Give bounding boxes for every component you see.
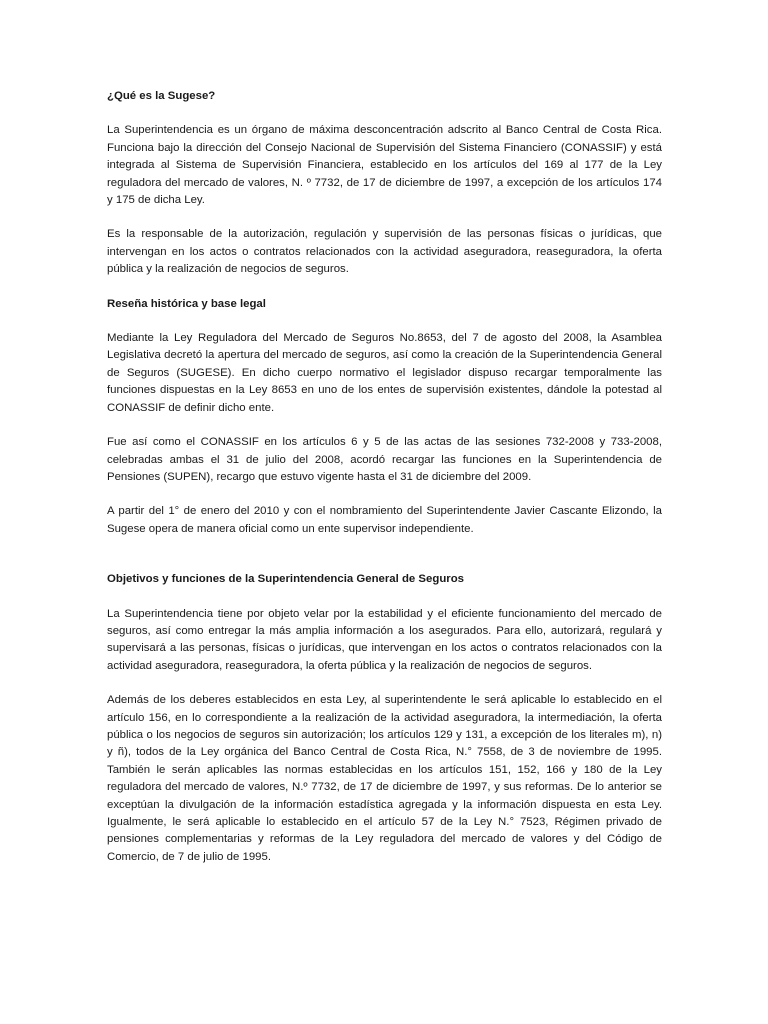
paragraph: Mediante la Ley Reguladora del Mercado de Seguros No.8653, del 7 de agosto del 2008, la Asamblea Legislativa decretó la apertura del mercado de seguros, así como la creación de la Superintendencia General de Seguros (SUGESE). En dicho cuerpo normativo el legislador dispuso recargar temporalmente las funciones dispuestas en la Ley 8653 en uno de los entes de supervisión existentes, dándole la potestad al CONASSIF de definir dicho ente. — [107, 332, 662, 414]
paragraph: La Superintendencia es un órgano de máxima desconcentración adscrito al Banco Central de Costa Rica. Funciona bajo la dirección del Consejo Nacional de Supervisión del Sistema Financiero (CONASSIF) y está integrada al Sistema de Supervisión Financiera, establecido en los artículos del 169 al 177 de la Ley reguladora del mercado de valores, N. º 7732, de 17 de diciembre de 1997, a excepción de los artículos 174 y 175 de dicha Ley. — [107, 124, 662, 207]
paragraph: La Superintendencia tiene por objeto velar por la estabilidad y el eficiente funcionamiento del mercado de seguros, así como entregar la más amplia información a los asegurados. Para ello, autorizará, regulará y supervisará a las personas, físicas o jurídicas, que intervengan en los actos o contratos relacionados con la actividad aseguradora, reaseguradora, la oferta pública y la realización de negocios de seguros. — [107, 607, 662, 672]
paragraph: Es la responsable de la autorización, regulación y supervisión de las personas físicas o jurídicas, que intervengan en los actos o contratos relacionados con la actividad aseguradora, reaseguradora, la oferta pública y la realización de negocios de seguros. — [107, 228, 662, 276]
section-heading-resena: Reseña histórica y base legal — [107, 297, 266, 310]
paragraph: A partir del 1° de enero del 2010 y con el nombramiento del Superintendente Javier Cascante Elizondo, la Sugese opera de manera oficial como un ente supervisor independiente. — [107, 505, 662, 535]
section-heading-que-es: ¿Qué es la Sugese? — [107, 90, 216, 102]
paragraph: Fue así como el CONASSIF en los artículos 6 y 5 de las actas de las sesiones 732-2008 y 733-2008, celebradas ambas el 31 de julio del 2008, acordó recargar las funciones en la Superintendencia de Pensiones (SUPEN), recargo que estuvo vigente hasta el 31 de diciembre del 2009. — [107, 436, 662, 483]
paragraph: Además de los deberes establecidos en esta Ley, al superintendente le será aplicable lo establecido en el artículo 156, en lo correspondiente a la realización de la actividad aseguradora, la intermediación, la oferta pública o los negocios de seguros sin autorización; los artículos 129 y 131, a excepción de los literales m), n) y ñ), todos de la Ley orgánica del Banco Central de Costa Rica, N.° 7558, de 3 de noviembre de 1995. También le serán aplicables las normas establecidas en los artículos 151, 152, 166 y 180 de la Ley reguladora del mercado de valores, N.º 7732, de 17 de diciembre de 1997, y sus reformas. De lo anterior se exceptúan la divulgación de la información estadística agregada y la información dispuesta en esta Ley. Igualmente, le será aplicable lo establecido en el artículo 57 de la Ley N.° 7523, Régimen privado de pensiones complementarias y reformas de la Ley reguladora del mercado de valores y del Código de Comercio, de 7 de julio de 1995. — [107, 694, 662, 863]
section-heading-objetivos: Objetivos y funciones de la Superintendencia General de Seguros — [107, 573, 465, 586]
